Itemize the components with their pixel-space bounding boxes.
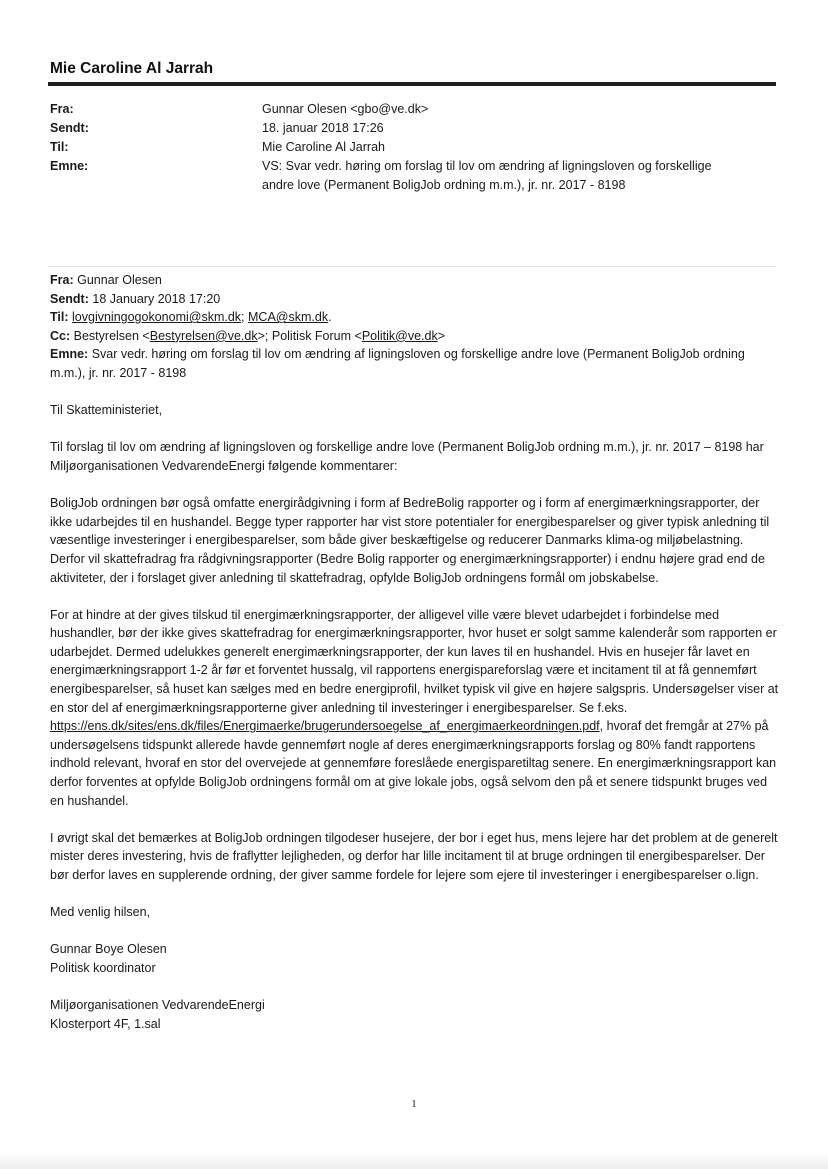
sent-value: 18. januar 2018 17:26 xyxy=(262,121,384,135)
header-rule xyxy=(48,82,776,86)
from-value: Gunnar Olesen <gbo@ve.dk> xyxy=(262,102,429,116)
fwd-subject-label: Emne: xyxy=(50,347,89,362)
fwd-cc-link-2[interactable]: Politik@ve.dk xyxy=(361,328,438,343)
fwd-cc-text-1: Bestyrelsen < xyxy=(73,328,150,343)
letter-greeting: Til Skatteministeriet, xyxy=(50,403,163,418)
fwd-to-end: . xyxy=(328,310,332,325)
separator-rule xyxy=(48,266,776,267)
paragraph-3-text-after: , hvoraf det fremgår at 27% på undersøgelsens tidspunkt allerede havde gennemført nogle af deres energimærkningsrapports forslag og 80% fandt rapportens indhold relevant, hvoraf en stor del overvejede at gennemføre foreslåede energisparetiltag senere. En energimærkningsrapport kan derfor forventes at opfylde BoligJob ordningens formål om at give lokale jobs, også selvom den på et senere tidspunkt bruges ved en hushandel. xyxy=(50,719,777,808)
to-label: Til: xyxy=(50,140,69,154)
letter-paragraph-2: BoligJob ordningen bør også omfatte energirådgivning i form af BedreBolig rapporter og i form af energimærkningsrapporter, der ikke udarbejdes til en hushandel. Begge typer rapporter har vist store potentialer for energibesparelser og giver typisk anledning til væsentlige investeringer i energibesparelser, som både giver beskæftigelse og reducerer Danmarks klima-og miljøbelastning. Derfor vil skattefradrag fra rådgivningsrapporter (Bedre Bolig rapporter og energimærkningsrapporter) i endnu højere grad end de aktiviteter, der i forslaget giver anledning til skattefradrag, opfylde BoligJob ordningens formål om jobskabelse. xyxy=(50,496,770,585)
fwd-subject-line xyxy=(50,345,780,382)
fwd-from-label: Fra: xyxy=(50,273,74,287)
letter-closing: Med venlig hilsen, xyxy=(50,905,151,920)
to-value: Mie Caroline Al Jarrah xyxy=(262,140,385,154)
letter-paragraph-1: Til forslag til lov om ændring af ligningsloven og forskellige andre love (Permanent BoligJob ordning m.m.), jr. nr. 2017 – 8198 har Miljøorganisationen VedvarendeEnergi følgende kommentarer: xyxy=(50,440,764,473)
forwarded-header xyxy=(50,271,780,383)
fwd-sent-line xyxy=(50,290,780,309)
fwd-cc-link-1[interactable]: Bestyrelsen@ve.dk xyxy=(149,328,258,343)
organisation-address: Klosterport 4F, 1.sal xyxy=(50,1016,161,1031)
fwd-cc-text-3: > xyxy=(437,328,446,343)
fwd-cc-line xyxy=(50,327,780,346)
paragraph-3-text-before: For at hindre at der gives tilskud til energimærkningsrapporter, der alligevel ville være blevet udarbejdet i forbindelse med hushandler, bør der ikke gives skattefradrag for energimærkningsrapporter, hvor huset er solgt samme kalenderår som rapporten er udarbejdet. Dermed udelukkes generelt energimærkningsrapporter, der kun laves til en hushandel. Hvis en husejer får lavet en energimærkningsrapport 1-2 år før et forventet hussalg, vil rapportens energispareforslag være et incitament til at få gennemført energibesparelser, så huset kan sælges med en bedre energiprofil, hvilket typisk vil give en højere salgspris. Undersøgelser viser at en stor del af energimærkningsrapporterne giver anledning til investeringer i energibesparelser. Se f.eks. xyxy=(50,607,779,715)
sent-label: Sendt: xyxy=(50,121,89,135)
fwd-cc-text-2: >; Politisk Forum < xyxy=(257,328,362,343)
fwd-to-label: Til: xyxy=(50,310,69,325)
signature-title: Politisk koordinator xyxy=(50,960,156,975)
fwd-sent-value: 18 January 2018 17:20 xyxy=(92,291,221,306)
fwd-to-line xyxy=(50,308,780,327)
letter-paragraph-4: I øvrigt skal det bemærkes at BoligJob ordningen tilgodeser husejere, der bor i eget hus, mens lejere har det problem at de generelt mister deres investering, hvis de fraflytter lejligheden, og derfor har lille incitament til at bruge ordningen til energibesparelser. Der bør derfor laves en supplerende ordning, der giver samme fordele for lejere som ejere til investeringer i energibesparelser o.lign. xyxy=(50,830,778,882)
report-link[interactable]: https://ens.dk/sites/ens.dk/files/Energimaerke/brugerundersoegelse_af_energimaerkeordningen.pdf xyxy=(50,719,600,734)
fwd-to-separator: ; xyxy=(241,310,245,325)
signature-block xyxy=(50,940,780,1033)
fwd-cc-label: Cc: xyxy=(50,328,71,343)
signature-spacer xyxy=(50,978,780,997)
fwd-sent-label: Sendt: xyxy=(50,291,89,306)
fwd-from-value: Gunnar Olesen xyxy=(77,273,162,287)
letter-paragraph-3 xyxy=(50,606,780,811)
subject-line-2: andre love (Permanent BoligJob ordning m.m.), jr. nr. 2017 - 8198 xyxy=(262,178,626,192)
subject-label: Emne: xyxy=(50,159,89,173)
fwd-from-line xyxy=(50,271,780,290)
scan-bottom-edge xyxy=(0,1152,828,1169)
email-body xyxy=(50,271,780,1033)
fwd-subject-value: Svar vedr. høring om forslag til lov om ændring af ligningsloven og forskellige andre love (Permanent BoligJob ordning m.m.), jr. nr. 2017 - 8198 xyxy=(50,347,745,380)
page-number: 1 xyxy=(411,1098,417,1110)
fwd-to-link-1[interactable]: lovgivningogokonomi@skm.dk xyxy=(72,310,242,325)
subject-line-1: VS: Svar vedr. høring om forslag til lov om ændring af ligningsloven og forskellige xyxy=(262,159,712,173)
organisation-name: Miljøorganisationen VedvarendeEnergi xyxy=(50,998,265,1013)
signature-name: Gunnar Boye Olesen xyxy=(50,942,167,957)
mailbox-owner-name: Mie Caroline Al Jarrah xyxy=(50,60,214,77)
from-label: Fra: xyxy=(50,102,74,116)
fwd-to-link-2[interactable]: MCA@skm.dk xyxy=(248,310,329,325)
